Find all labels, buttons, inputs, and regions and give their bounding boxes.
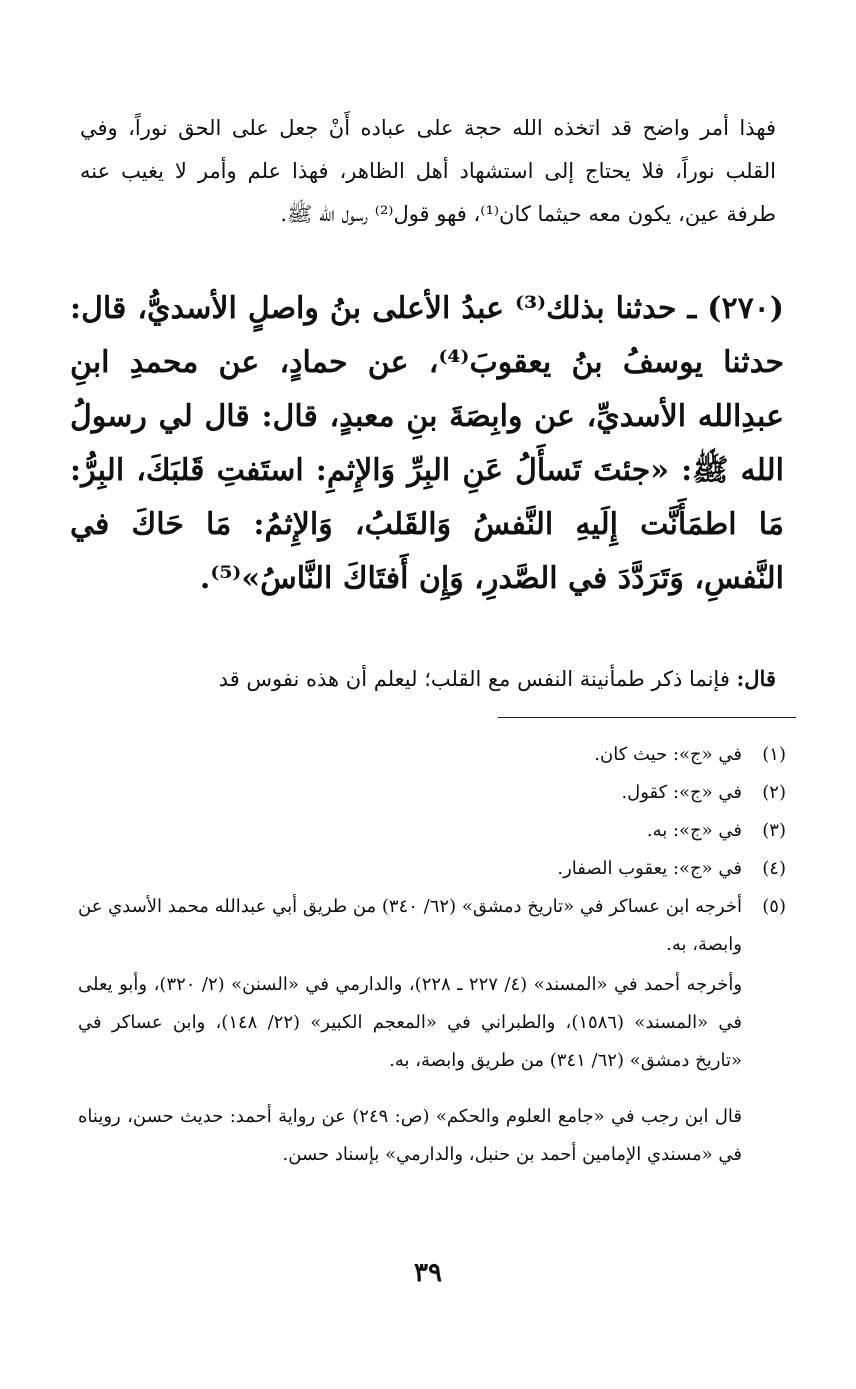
footnotes [78,736,786,1192]
footnote-text: أخرجه ابن عساكر في «تاريخ دمشق» (٦٢/ ٣٤٠) من طريق أبي عبدالله محمد الأسدي عن وابصة، به. [78,896,742,955]
footnote-number: (٥) [762,896,786,917]
footnote-text: في «ج»: حيث كان. [594,744,742,765]
footnote-divider [498,717,796,718]
closing-paragraph [80,659,776,699]
footnote-number: (٢) [762,782,786,803]
footnote-text: في «ج»: كقول. [621,782,742,803]
hadith-text: ـ حدثنا بذلك⁽³⁾ عبدُ الأعلى بنُ واصلٍ الأسديُّ، قال: حدثنا يوسفُ بنُ يعقوبَ⁽⁴⁾، عن حمادٍ، عن محمدِ ابنِ عبدِالله الأسديِّ، عن وابِصَةَ بنِ معبدٍ، قال: قال لي رسولُ الله ﷺ: «جئتَ تَسأَلُ عَنِ البِرِّ وَالإِثمِ: استَفتِ قَلبَكَ، البِرُّ: مَا اطمَأَنَّت إِلَيهِ النَّفسُ وَالقَلبُ، وَالإِثمُ: مَا حَاكَ في النَّفسِ، وَتَرَدَّدَ في الصَّدرِ، وَإِن أَفتَاكَ النَّاسُ»⁽⁵⁾. [70,291,784,596]
footnote [78,774,786,812]
page-number: ٣٩ [414,1258,442,1288]
footnote-number: (٤) [762,858,786,879]
hadith-number: (٢٧٠) [707,291,784,326]
closing-lead: قال: [736,666,776,691]
footnote-text: في «ج»: به. [646,820,742,841]
footnote [78,812,786,850]
footnote-number: (١) [762,744,786,765]
footnote-text: في «ج»: يعقوب الصفار. [557,858,742,879]
footnote [78,850,786,888]
intro-paragraph: فهذا أمر واضح قد اتخذه الله حجة على عباده أَنْ جعل على الحق نوراً، وفي القلب نوراً، فلا يحتاج إلى استشهاد أهل الظاهر، فهذا علم وأمر لا يغيب عنه طرفة عين، يكون معه حيثما كان⁽¹⁾، فهو قول⁽²⁾ رسول الله ﷺ. [80,116,776,226]
footnote-continuation: وأخرجه أحمد في «المسند» (٤/ ٢٢٧ ـ ٢٢٨)، والدارمي في «السنن» (٢/ ٣٢٠)، وأبو يعلى في «المسند» (١٥٨٦)، والطبراني في «المعجم الكبير» (٢٢/ ١٤٨)، وابن عساكر في «تاريخ دمشق» (٦٢/ ٣٤١) من طريق وابصة، به. [78,974,743,1071]
closing-text: فإنما ذكر طمأنينة النفس مع القلب؛ ليعلم أن هذه نفوس قد [218,667,737,691]
footnote [78,736,786,774]
footnote [78,888,786,964]
footnote-continuation: قال ابن رجب في «جامع العلوم والحكم» (ص: ٢٤٩) عن رواية أحمد: حديث حسن، رويناه في «مسندي الإمامين أحمد بن حنبل، والدارمي» بإسناد حسن. [78,1106,742,1165]
hadith-paragraph [70,282,784,606]
footnote-number: (٣) [762,820,786,841]
